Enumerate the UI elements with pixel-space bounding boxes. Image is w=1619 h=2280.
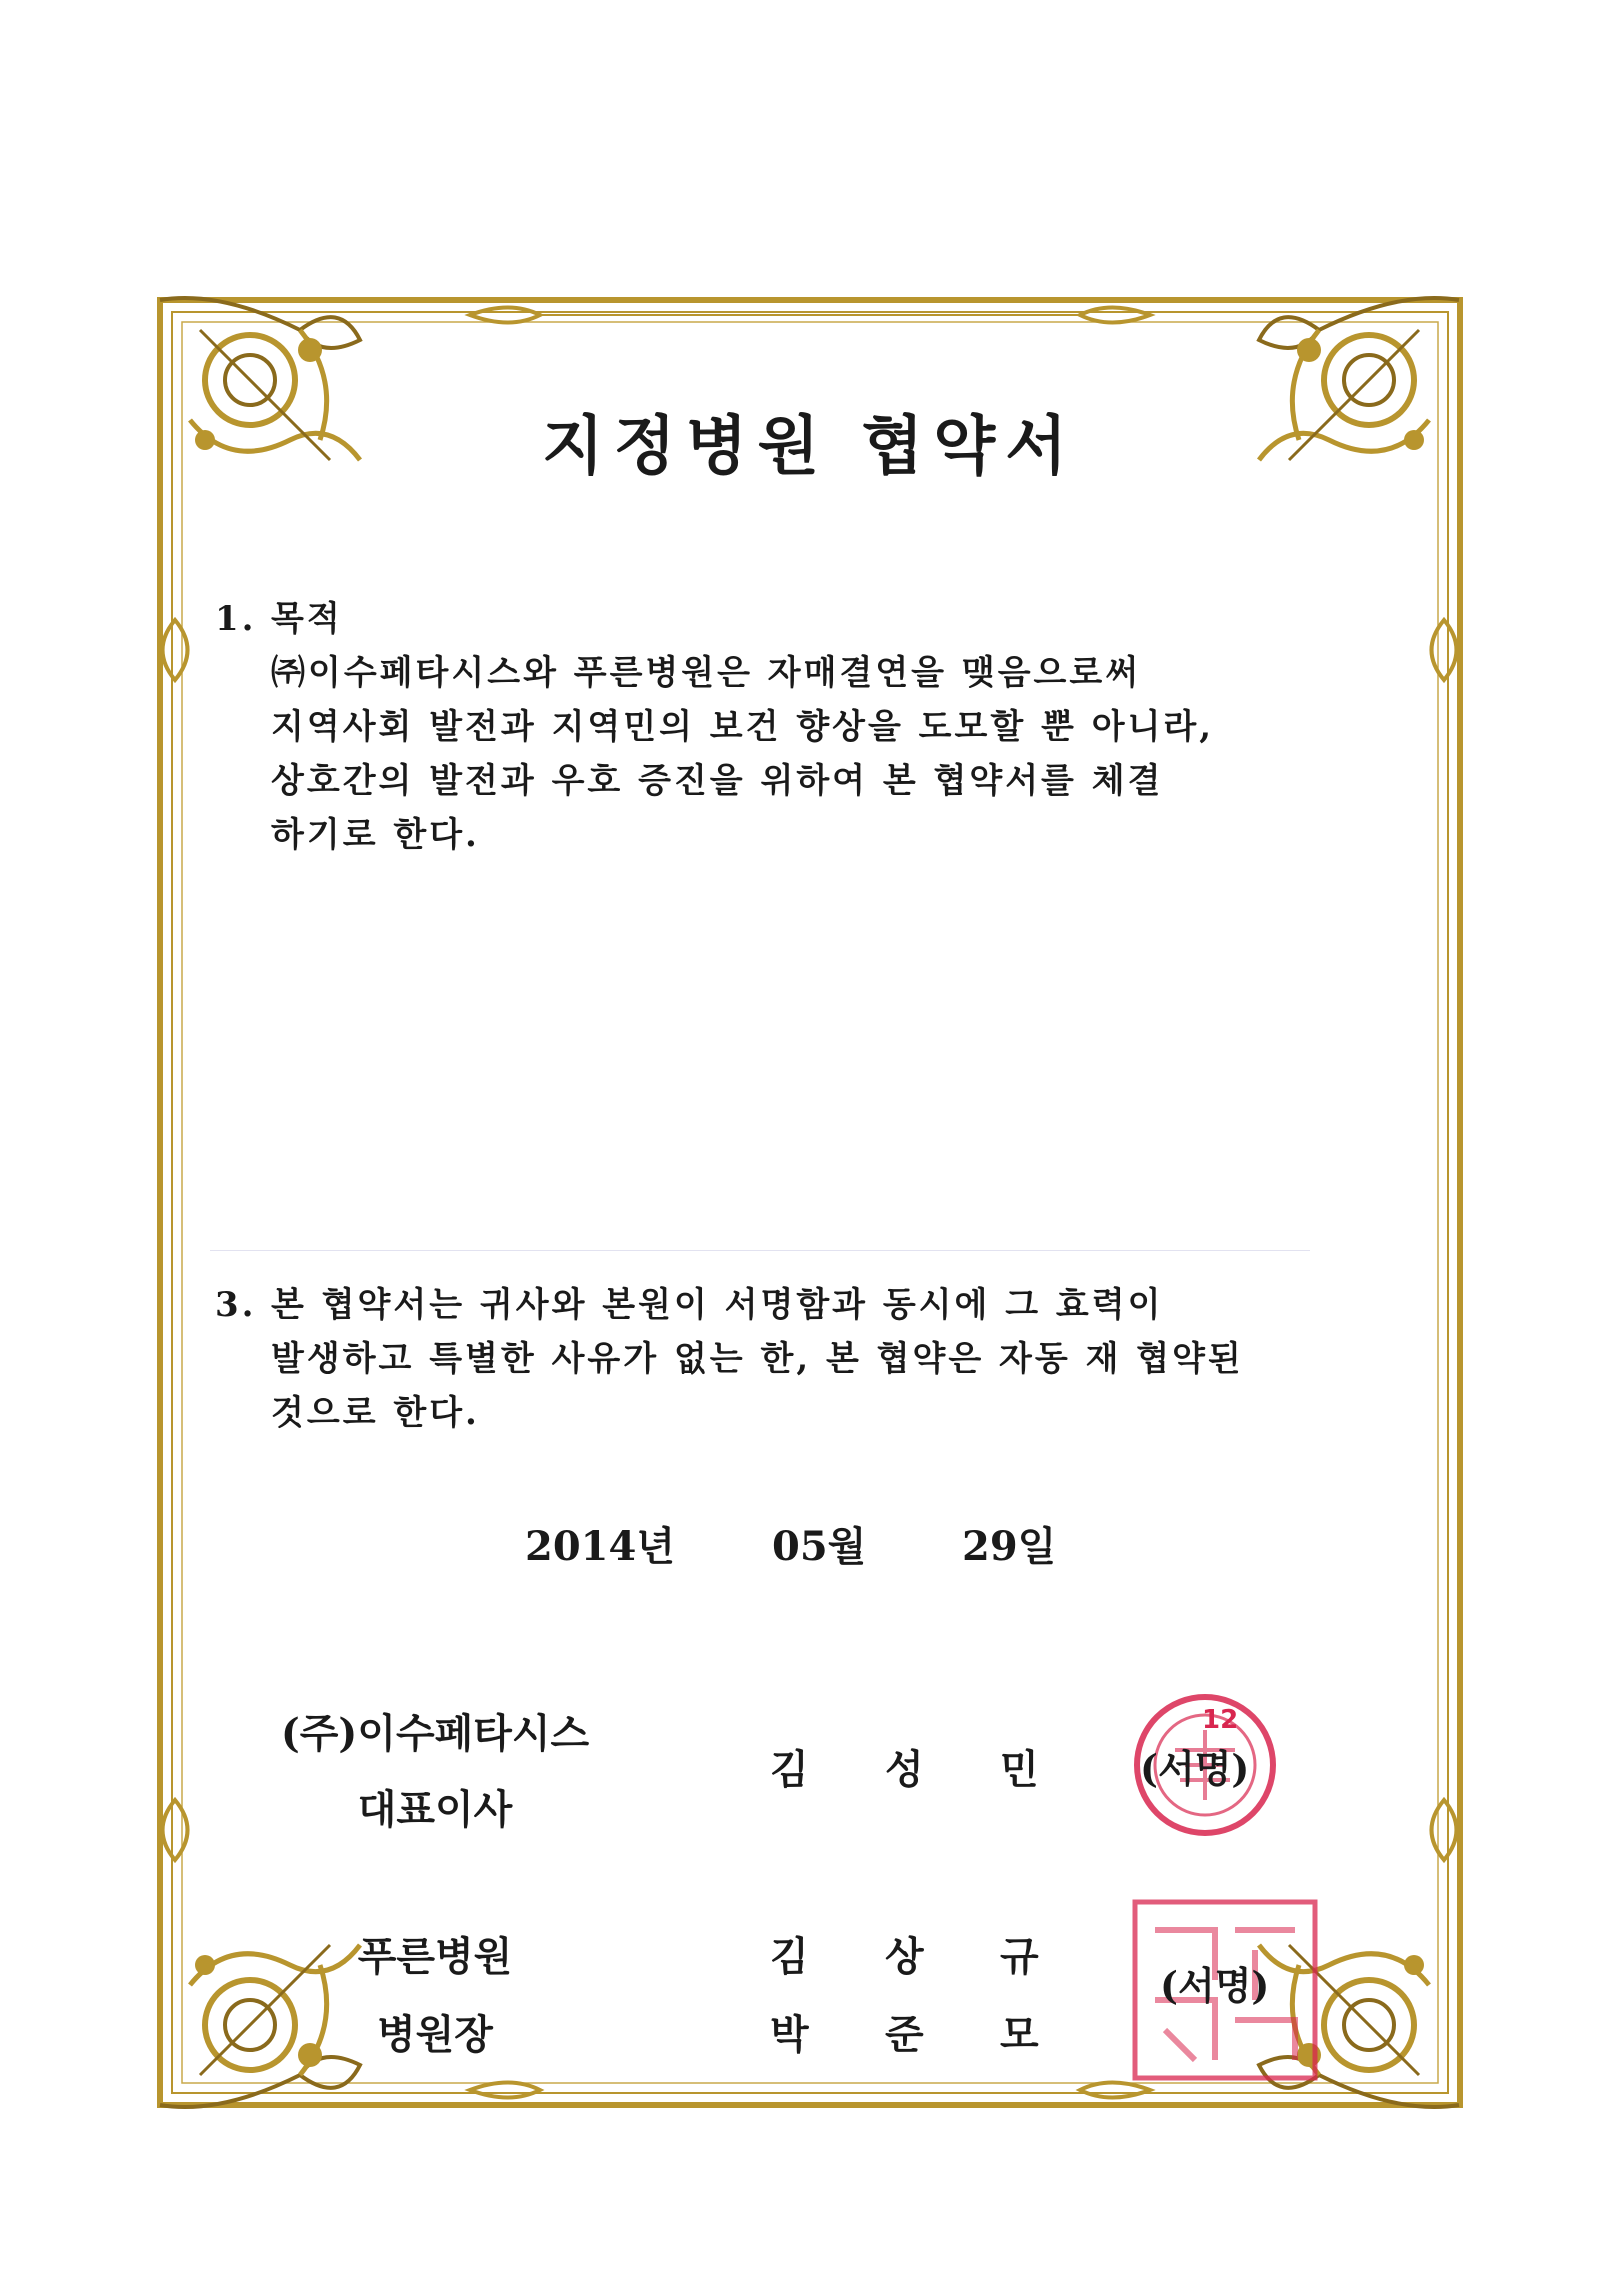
party1-name-char: 성 <box>885 1746 924 1793</box>
section-purpose <box>215 592 1214 862</box>
body-line: 하기로 한다. <box>271 815 480 855</box>
party2-name2-char: 박 <box>770 2011 809 2058</box>
party2-name2-char: 모 <box>1000 2011 1039 2058</box>
party1-sign-label: (서명) <box>1140 1746 1250 1791</box>
party2-name1-char: 규 <box>1000 1933 1039 1980</box>
party2-role: 병원장 <box>377 2011 493 2058</box>
party1-name-char: 김 <box>770 1746 809 1793</box>
party1-role: 대표이사 <box>357 1786 513 1833</box>
party1-name-char: 민 <box>1000 1746 1039 1793</box>
ornament-bottom-center-icon <box>470 2083 1150 2098</box>
document-title: 지정병원 협약서 <box>541 409 1078 484</box>
divider-line <box>210 1250 1310 1251</box>
ornament-top-center-icon <box>470 308 1150 323</box>
date-year: 2014년 <box>525 1523 675 1570</box>
party2-sign-label: (서명) <box>1160 1963 1270 2008</box>
section-heading <box>215 592 1214 646</box>
section-title: 목적 <box>271 599 343 639</box>
party1-org: (주)이수페타시스 <box>280 1710 590 1757</box>
date-month: 05월 <box>772 1523 867 1570</box>
section-number: 3. <box>215 1285 257 1325</box>
section-effect <box>215 1278 1244 1440</box>
party2-name1-char: 김 <box>770 1933 809 1980</box>
body-line: 본 협약서는 귀사와 본원이 서명함과 동시에 그 효력이 <box>271 1285 1164 1325</box>
section-heading <box>215 1278 1244 1332</box>
section-body <box>271 646 1214 862</box>
party2-name2-char: 준 <box>885 2011 924 2058</box>
section-number: 1. <box>215 599 257 639</box>
body-line: 지역사회 발전과 지역민의 보건 향상을 도모할 뿐 아니라, <box>271 707 1215 747</box>
party2-name1-char: 상 <box>885 1933 924 1980</box>
body-line: 발생하고 특별한 사유가 없는 한, 본 협약은 자동 재 협약된 <box>271 1339 1244 1379</box>
body-line: ㈜이수페타시스와 푸른병원은 자매결연을 맺음으로써 <box>271 653 1142 693</box>
party2-org: 푸른병원 <box>357 1933 513 1980</box>
body-line: 상호간의 발전과 우호 증진을 위하여 본 협약서를 체결 <box>271 761 1164 801</box>
date-day: 29일 <box>962 1523 1057 1570</box>
seal-number: 12 <box>1202 1705 1239 1735</box>
body-line: 것으로 한다. <box>271 1393 480 1433</box>
section-body <box>271 1332 1244 1440</box>
